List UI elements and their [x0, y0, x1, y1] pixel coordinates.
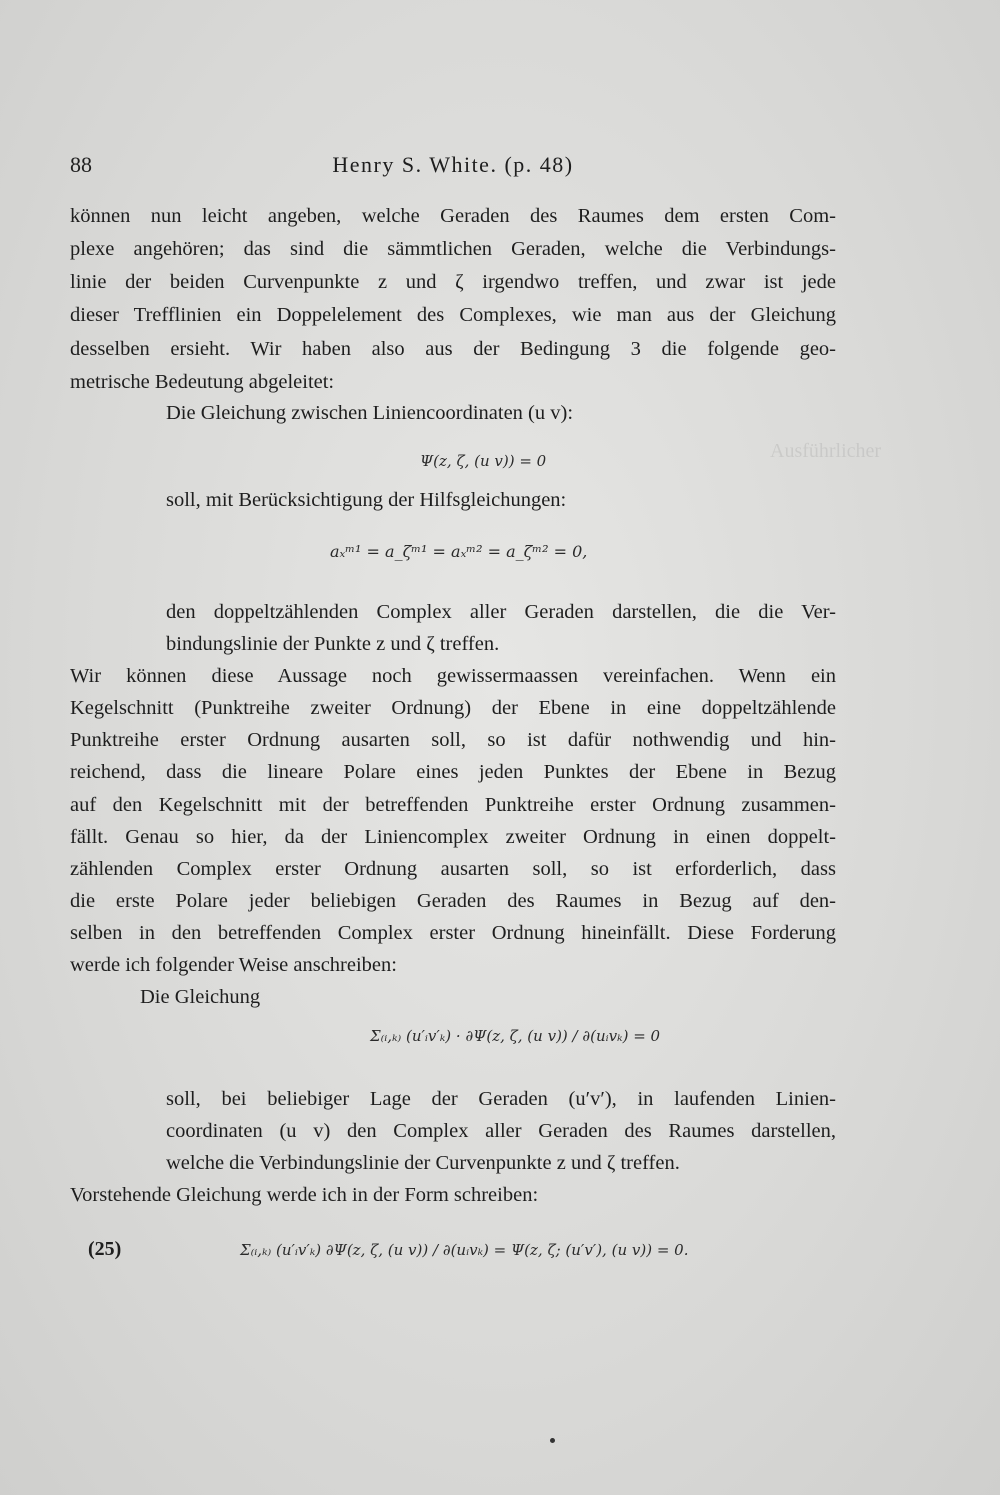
text-line: linie der beiden Curvenpunkte z und ζ irgendwo treffen, und zwar ist jede: [70, 271, 836, 293]
text-line: zählenden Complex erster Ordnung ausarten soll, so ist erforderlich, dass: [70, 858, 836, 880]
text-line: Die Gleichung: [140, 986, 261, 1008]
text-line: reichend, dass die lineare Polare eines jeden Punktes der Ebene in Bezug: [70, 761, 836, 783]
text-line: auf den Kegelschnitt mit der betreffenden Punktreihe erster Ordnung zusammen-: [70, 794, 836, 816]
running-title: Henry S. White. (p. 48): [332, 152, 574, 177]
text-line: die erste Polare jeder beliebigen Geraden des Raumes in Bezug auf den-: [70, 890, 836, 912]
text-line: dieser Trefflinien ein Doppelelement des Complexes, wie man aus der Gleichung: [70, 304, 836, 326]
text-line: coordinaten (u v) den Complex aller Geraden des Raumes darstellen,: [166, 1120, 836, 1142]
text-line: soll, bei beliebiger Lage der Geraden (u′v′), in laufenden Linien-: [166, 1088, 836, 1110]
formula-first-polar: Σ₍ᵢ,ₖ₎ (u′ᵢv′ₖ) · ∂Ψ(z, ζ, (u v)) / ∂(uᵢvₖ) = 0: [370, 1027, 661, 1045]
text-line: Die Gleichung zwischen Liniencoordinaten (u v):: [166, 402, 574, 424]
text-line: Punktreihe erster Ordnung ausarten soll, so ist dafür nothwendig und hin-: [70, 729, 836, 751]
formula-psi: Ψ(z, ζ, (u v)) = 0: [420, 452, 547, 470]
equation-number: (25): [88, 1238, 122, 1260]
page-number: 88: [70, 152, 92, 177]
text-line: bindungslinie der Punkte z und ζ treffen.: [166, 633, 500, 655]
text-line: metrische Bedeutung abgeleitet:: [70, 371, 335, 393]
text-line: werde ich folgender Weise anschreiben:: [70, 954, 397, 976]
text-line: fällt. Genau so hier, da der Liniencomplex zweiter Ordnung in einen doppelt-: [70, 826, 836, 848]
text-line: Vorstehende Gleichung werde ich in der Form schreiben:: [70, 1184, 539, 1206]
formula-auxiliary: aₓᵐ¹ = a_ζᵐ¹ = aₓᵐ² = a_ζᵐ² = 0,: [330, 542, 588, 561]
text-line: Kegelschnitt (Punktreihe zweiter Ordnung) der Ebene in eine doppeltzählende: [70, 697, 836, 719]
formula-25: Σ₍ᵢ,ₖ₎ (u′ᵢv′ₖ) ∂Ψ(z, ζ, (u v)) / ∂(uᵢvₖ) = Ψ(z, ζ; (u′v′), (u v)) = 0.: [240, 1241, 689, 1259]
text-line: plexe angehören; das sind die sämmtlichen Geraden, welche die Verbindungs-: [70, 238, 836, 260]
text-line: den doppeltzählenden Complex aller Geraden darstellen, die die Ver-: [166, 601, 836, 623]
ink-speck: [550, 1438, 555, 1443]
text-line: selben in den betreffenden Complex erster Ordnung hineinfällt. Diese Forderung: [70, 922, 836, 944]
text-line: welche die Verbindungslinie der Curvenpunkte z und ζ treffen.: [166, 1152, 680, 1174]
text-line: können nun leicht angeben, welche Geraden des Raumes dem ersten Com-: [70, 205, 836, 227]
text-line: soll, mit Berücksichtigung der Hilfsgleichungen:: [166, 489, 567, 511]
page-header: [70, 152, 836, 180]
text-line: desselben ersieht. Wir haben also aus der Bedingung 3 die folgende geo-: [70, 338, 836, 360]
bleed-through: Ausführlicher: [770, 440, 882, 462]
text-line: Wir können diese Aussage noch gewissermaassen vereinfachen. Wenn ein: [70, 665, 836, 687]
